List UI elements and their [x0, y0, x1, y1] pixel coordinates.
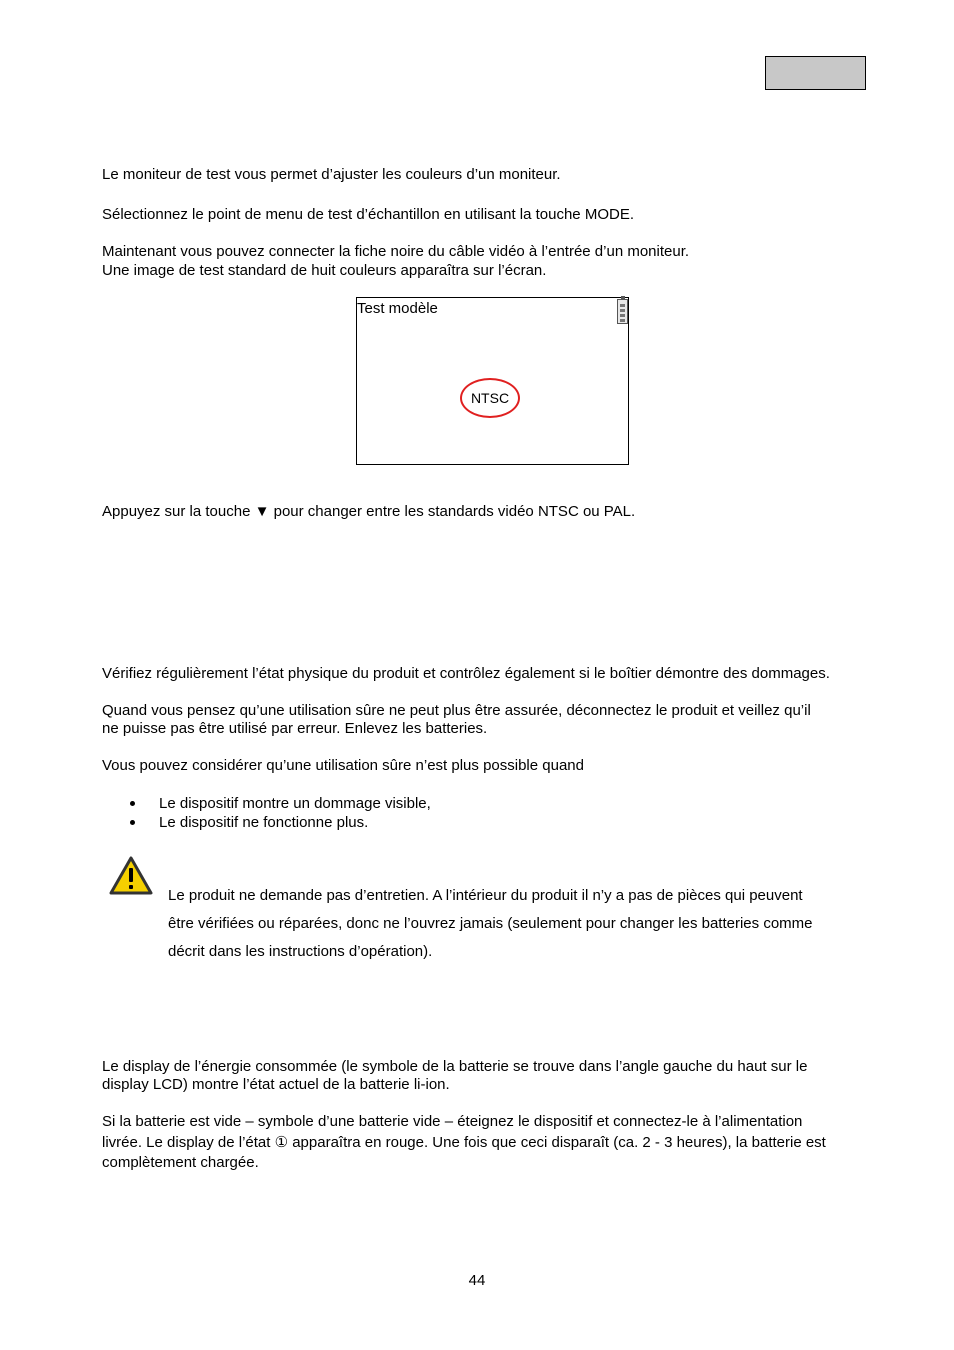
video-standard-label: NTSC: [470, 390, 510, 406]
screen-title: Test modèle: [357, 300, 438, 317]
toggle-instruction: Appuyez sur la touche ▼ pour changer entre les standards vidéo NTSC ou PAL.: [102, 503, 636, 520]
intro-paragraph-2: Sélectionnez le point de menu de test d’échantillon en utilisant la touche MODE.: [102, 206, 634, 223]
bullet-dot: [130, 801, 135, 806]
battery-paragraph-2-line-2: livrée. Le display de l’état ① apparaîtra en rouge. Une fois que ceci disparaît (ca. 2 - 3 heures), la batterie est: [102, 1134, 826, 1151]
intro-paragraph-3-line-2: Une image de test standard de huit couleurs apparaîtra sur l’écran.: [102, 262, 547, 279]
maintenance-paragraph-2-line-2: ne puisse pas être utilisé par erreur. Enlevez les batteries.: [102, 720, 488, 737]
list-item: Le dispositif ne fonctionne plus.: [159, 814, 369, 831]
maintenance-paragraph-2-line-1: Quand vous pensez qu’une utilisation sûre ne peut plus être assurée, déconnectez le produit et veillez qu’il: [102, 702, 811, 719]
battery-paragraph-1-line-2: display LCD) montre l’état actuel de la batterie li-ion.: [102, 1076, 450, 1093]
page-number: 44: [468, 1272, 486, 1289]
maintenance-paragraph-3: Vous pouvez considérer qu’une utilisation sûre n’est plus possible quand: [102, 757, 584, 774]
ntsc-highlight-ring: [460, 378, 520, 418]
test-pattern-screen: [356, 297, 629, 465]
warning-triangle-icon: [108, 855, 154, 897]
maintenance-paragraph-1: Vérifiez régulièrement l’état physique du produit et contrôlez également si le boîtier démontre des dommages.: [102, 665, 830, 682]
bullet-dot: [130, 820, 135, 825]
intro-paragraph-3-line-1: Maintenant vous pouvez connecter la fiche noire du câble vidéo à l’entrée d’un moniteur.: [102, 243, 690, 260]
list-item: Le dispositif montre un dommage visible,: [159, 795, 431, 812]
warning-line-3: décrit dans les instructions d’opération).: [168, 943, 433, 960]
warning-line-2: être vérifiées ou réparées, donc ne l’ouvrez jamais (seulement pour changer les batteries comme: [168, 915, 813, 932]
battery-paragraph-2-line-3: complètement chargée.: [102, 1154, 259, 1171]
language-tab: [765, 56, 866, 90]
battery-icon: [617, 299, 628, 324]
battery-paragraph-1-line-1: Le display de l’énergie consommée (le symbole de la batterie se trouve dans l’angle gauche du haut sur le: [102, 1058, 808, 1075]
intro-paragraph-1: Le moniteur de test vous permet d’ajuster les couleurs d’un moniteur.: [102, 166, 561, 183]
warning-line-1: Le produit ne demande pas d’entretien. A l’intérieur du produit il n’y a pas de pièces qui peuvent: [168, 887, 803, 904]
battery-paragraph-2-line-1: Si la batterie est vide – symbole d’une batterie vide – éteignez le dispositif et connectez-le à l’alimentation: [102, 1113, 803, 1130]
